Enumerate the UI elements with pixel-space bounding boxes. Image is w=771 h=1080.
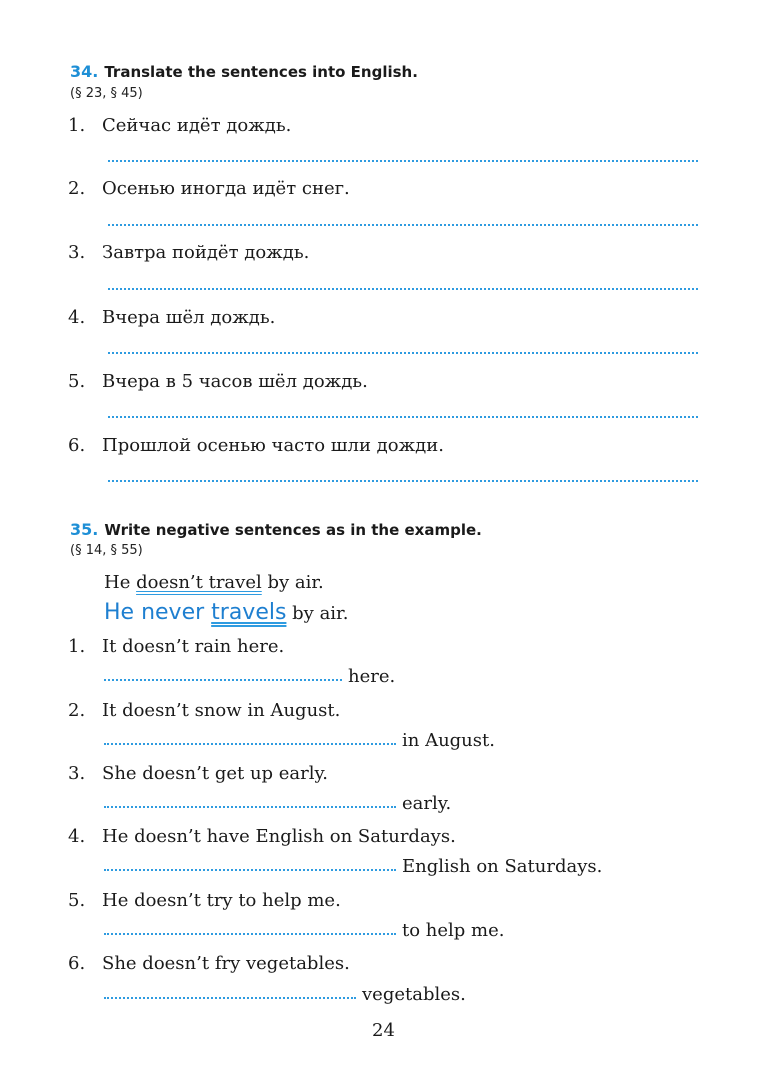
ex35-answer-5 <box>104 920 504 941</box>
exercise-35-number: 35. <box>70 520 99 539</box>
answer-blank[interactable] <box>104 993 356 999</box>
ex35-answer-6 <box>104 984 466 1005</box>
answer-blank[interactable] <box>104 802 396 808</box>
example-sentence <box>104 572 324 593</box>
answer-tail: vegetables. <box>362 984 466 1005</box>
exercise-34-number: 34. <box>70 62 99 81</box>
ex34-answer-line-5[interactable] <box>108 416 698 418</box>
item-text: She doesn’t fry vegetables. <box>102 953 350 974</box>
exercise-35-heading <box>70 520 482 539</box>
exercise-34-reference: (§ 23, § 45) <box>70 86 143 101</box>
item-text: It doesn’t snow in August. <box>102 700 341 721</box>
ex34-item-6 <box>68 435 444 456</box>
page-number: 24 <box>372 1020 395 1041</box>
ex35-answer-4 <box>104 856 602 877</box>
exercise-34-heading <box>70 62 418 81</box>
exercise-34-title: Translate the sentences into English. <box>104 63 418 81</box>
example-answer <box>104 600 348 625</box>
item-text: Осенью иногда идёт снег. <box>102 178 350 199</box>
item-number: 5. <box>68 890 86 911</box>
ex35-answer-2 <box>104 730 495 751</box>
item-text: Завтра пойдёт дождь. <box>102 242 310 263</box>
answer-blank[interactable] <box>104 675 342 681</box>
ex35-item-1 <box>68 636 284 657</box>
item-number: 1. <box>68 115 86 136</box>
item-number: 2. <box>68 178 86 199</box>
ex34-answer-line-4[interactable] <box>108 352 698 354</box>
answer-blank[interactable] <box>104 929 396 935</box>
item-number: 3. <box>68 763 86 784</box>
ex34-item-5 <box>68 371 368 392</box>
item-number: 1. <box>68 636 86 657</box>
item-text: Вчера в 5 часов шёл дождь. <box>102 371 368 392</box>
example-underlined-verb: doesn’t travel <box>136 572 262 593</box>
ex34-answer-line-6[interactable] <box>108 480 698 482</box>
exercise-35-title: Write negative sentences as in the example. <box>104 521 482 539</box>
ex35-item-5 <box>68 890 341 911</box>
handwritten-answer-verb: travels <box>211 600 287 625</box>
ex34-answer-line-1[interactable] <box>108 160 698 162</box>
item-number: 3. <box>68 242 86 263</box>
ex35-item-2 <box>68 700 340 721</box>
item-text: Сейчас идёт дождь. <box>102 115 292 136</box>
ex35-answer-1 <box>104 666 395 687</box>
item-text: He doesn’t try to help me. <box>102 890 341 911</box>
ex35-answer-3 <box>104 793 451 814</box>
example-pre: He <box>104 572 137 593</box>
example-answer-post: by air. <box>286 603 349 624</box>
answer-blank[interactable] <box>104 865 396 871</box>
answer-tail: here. <box>348 666 396 687</box>
item-number: 6. <box>68 953 86 974</box>
item-number: 6. <box>68 435 86 456</box>
ex35-item-3 <box>68 763 328 784</box>
example-post: by air. <box>261 572 324 593</box>
item-text: She doesn’t get up early. <box>102 763 329 784</box>
item-text: Вчера шёл дождь. <box>102 307 276 328</box>
item-number: 2. <box>68 700 86 721</box>
answer-tail: English on Saturdays. <box>402 856 603 877</box>
item-number: 4. <box>68 826 86 847</box>
item-number: 4. <box>68 307 86 328</box>
ex34-item-2 <box>68 178 350 199</box>
ex34-answer-line-3[interactable] <box>108 288 698 290</box>
exercise-35-reference: (§ 14, § 55) <box>70 543 143 558</box>
answer-tail: to help me. <box>402 920 505 941</box>
item-number: 5. <box>68 371 86 392</box>
ex35-item-6 <box>68 953 350 974</box>
answer-tail: in August. <box>402 730 495 751</box>
handwritten-answer-part1: He never <box>104 600 212 625</box>
item-text: It doesn’t rain here. <box>102 636 285 657</box>
answer-blank[interactable] <box>104 739 396 745</box>
ex34-item-1 <box>68 115 291 136</box>
item-text: Прошлой осенью часто шли дожди. <box>102 435 444 456</box>
answer-tail: early. <box>402 793 452 814</box>
ex34-item-3 <box>68 242 309 263</box>
item-text: He doesn’t have English on Saturdays. <box>102 826 456 847</box>
ex35-item-4 <box>68 826 456 847</box>
ex34-item-4 <box>68 307 275 328</box>
ex34-answer-line-2[interactable] <box>108 224 698 226</box>
